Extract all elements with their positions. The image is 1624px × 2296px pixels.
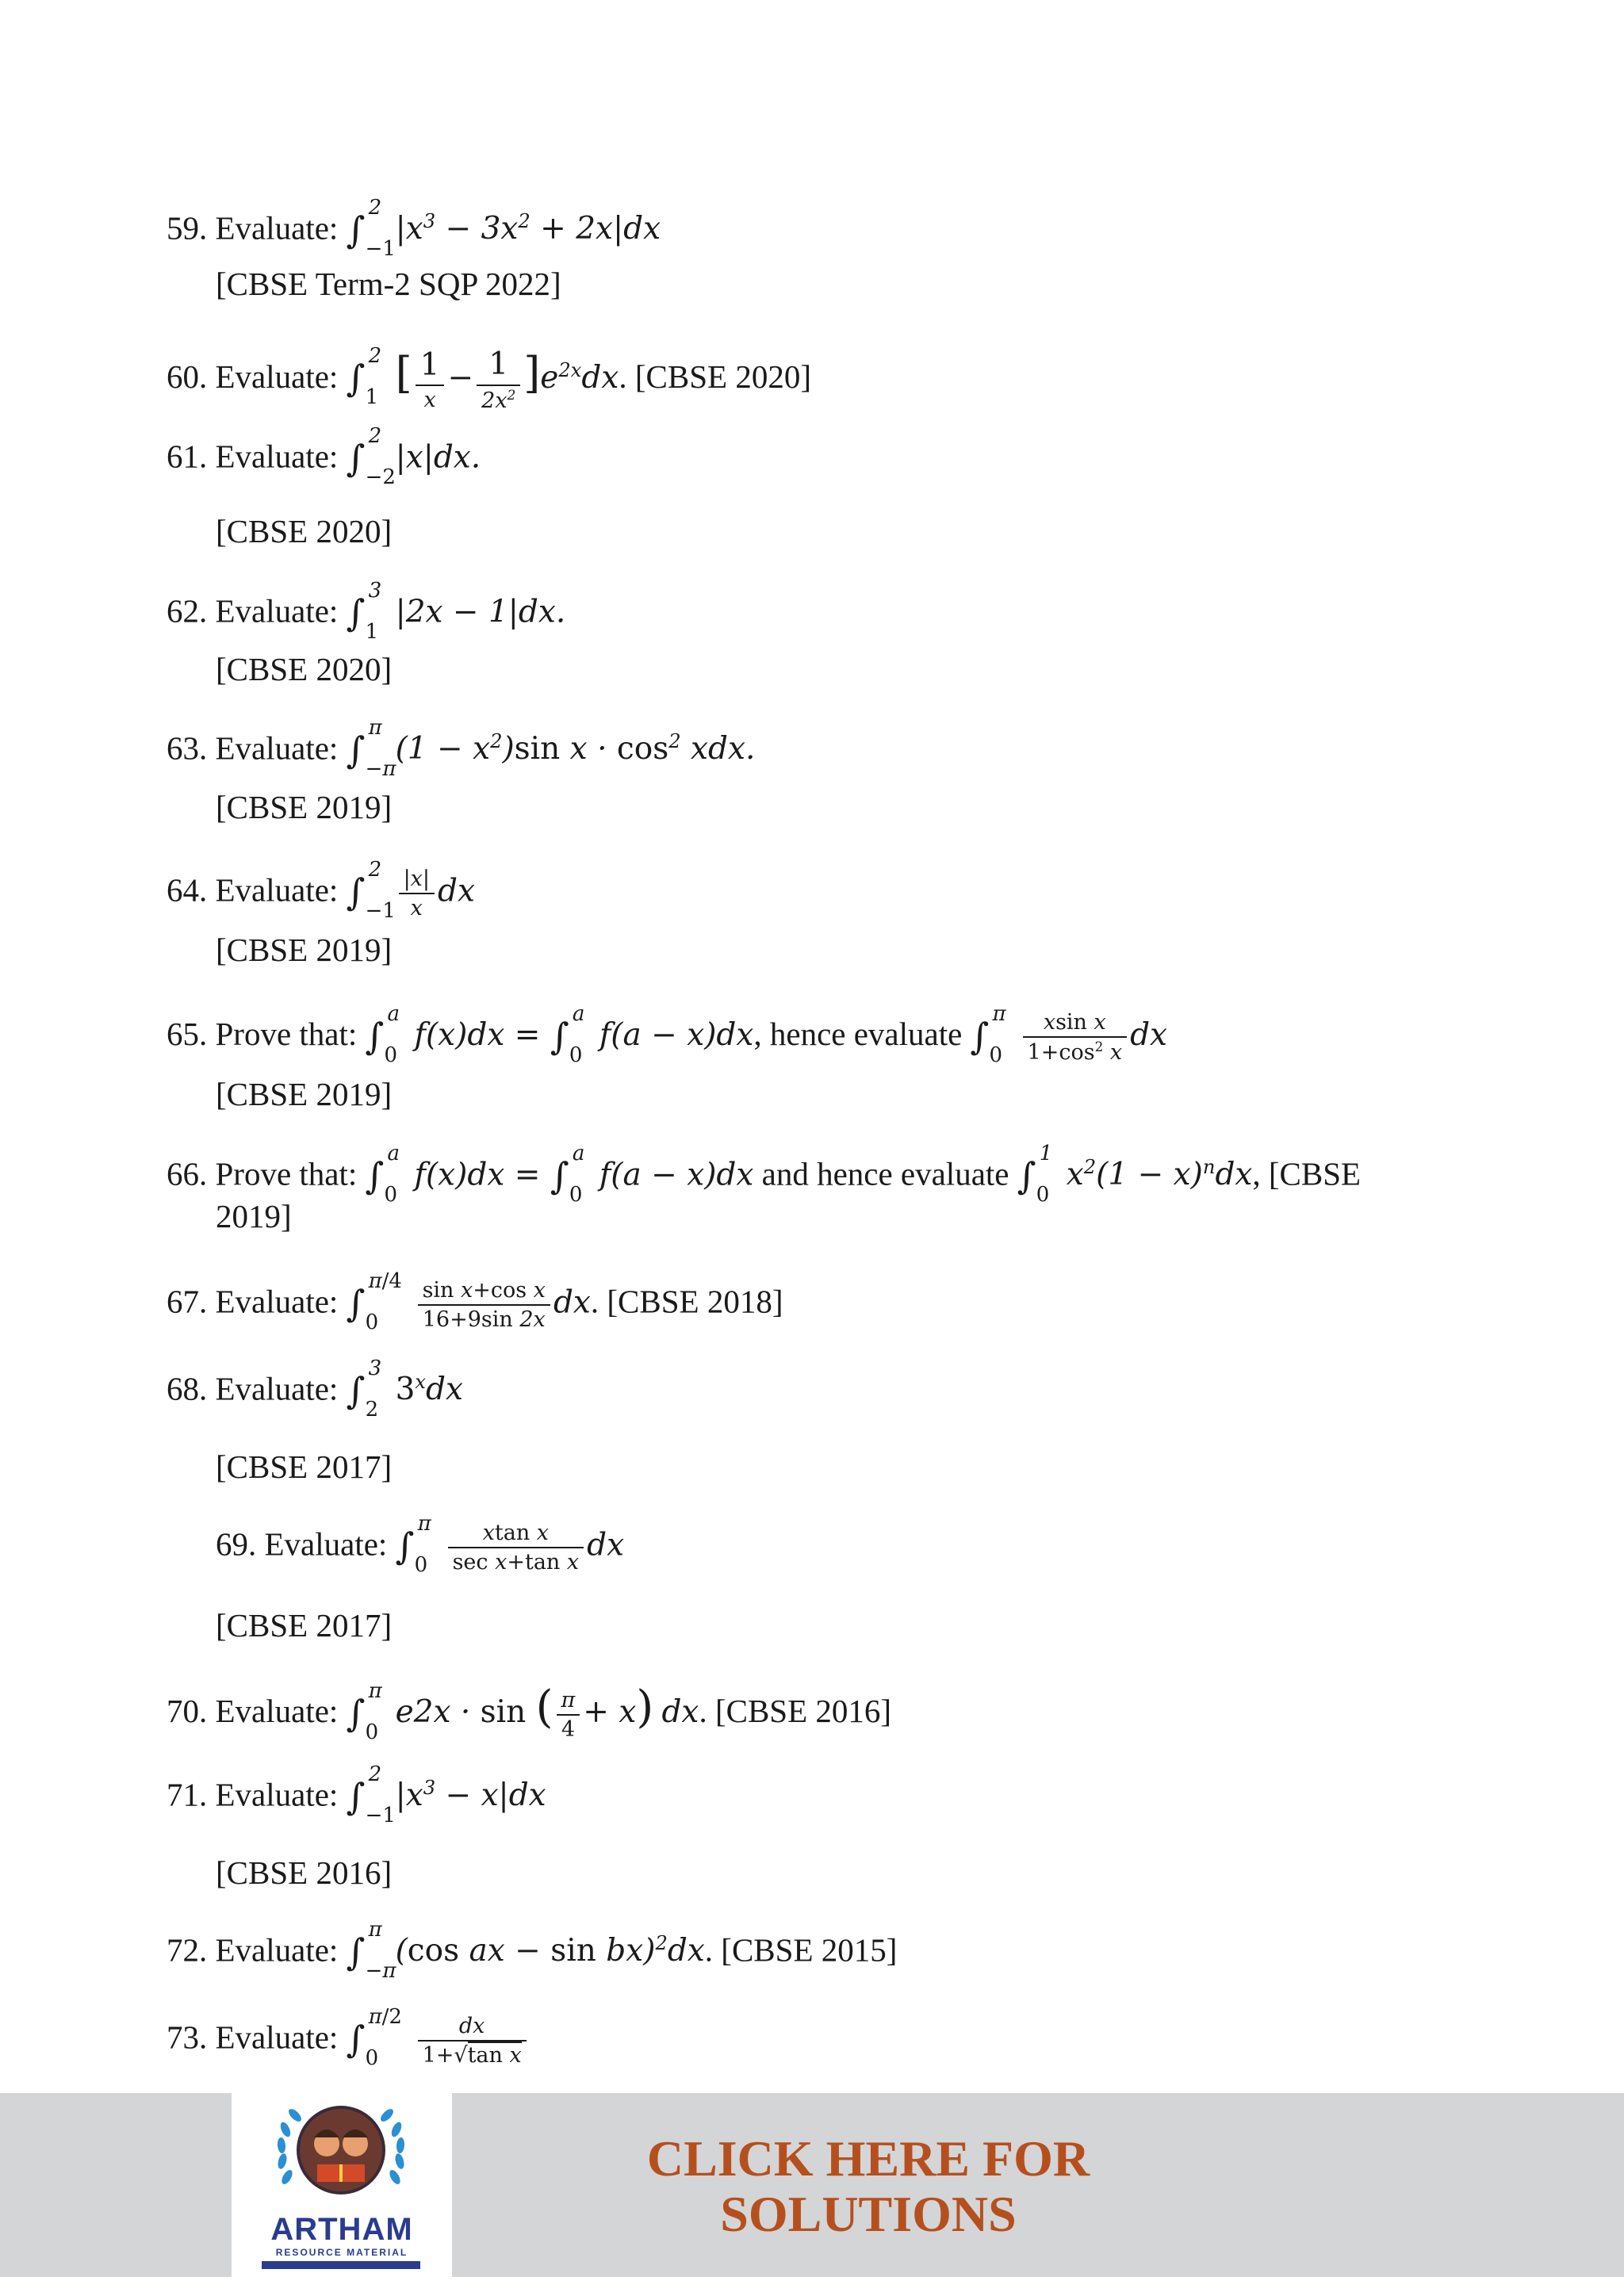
question-number: 68. Evaluate:: [167, 1370, 339, 1407]
cta-line-2: SOLUTIONS: [720, 2186, 1017, 2243]
integral-sign: ∫ a 0: [365, 1001, 400, 1067]
question-71-source: [CBSE 2016]: [216, 1854, 393, 1891]
question-59: 59. Evaluate: ∫ 2 −1 $|x^3 - 3x^2 + 2x|dx$: [167, 196, 661, 261]
question-67: 67. Evaluate: ∫ π/4 0 $\frac{\text{sin x+cos x}}{16+9\sin 2x}$ dx. [CBSE 2018]: [167, 1269, 783, 1335]
question-62-source: [CBSE 2020]: [216, 651, 393, 687]
question-72-source: . [CBSE 2015]: [704, 1931, 898, 1969]
integral-sign: ∫ 3 1: [346, 579, 382, 644]
cta-line-1: CLICK HERE FOR: [646, 2130, 1090, 2187]
integral-sign: ∫ π 0: [346, 1678, 382, 1744]
question-number: 65. Prove that:: [167, 1015, 358, 1052]
question-number: 60. Evaluate:: [167, 358, 339, 395]
question-number: 61. Evaluate:: [167, 438, 339, 475]
question-68-source: [CBSE 2017]: [216, 1448, 393, 1485]
integral-sign: ∫ π 0: [395, 1512, 431, 1578]
question-number: 72. Evaluate:: [167, 1931, 339, 1969]
integral-sign: ∫ π/4 0: [346, 1269, 402, 1335]
integral-sign: ∫ π −π: [346, 716, 396, 781]
integral-sign: ∫ 2 −1: [346, 858, 396, 924]
question-63: 63. Evaluate: ∫ π −π $(1 - x^2)\sin$ $x \cdot \cos^2$ xdx.: [167, 716, 756, 781]
logo-tagline-bar: [262, 2261, 420, 2269]
question-61: 61. Evaluate: ∫ 2 −2 |x|dx.: [167, 424, 481, 489]
question-65-text: , hence evaluate: [753, 1015, 963, 1052]
question-66: 66. Prove that: ∫ a 0 f(x)dx = ∫ a 0 f(a − x)dx and hence evaluate ∫ 1 0 $x^2(1 - x)^ndx$, [CBSE: [167, 1142, 1362, 1207]
question-number: 70. Evaluate:: [167, 1693, 339, 1729]
question-number: 66. Prove that:: [167, 1155, 358, 1192]
question-66-source: , [CBSE: [1252, 1155, 1362, 1192]
question-62: 62. Evaluate: ∫ 3 1 |2x − 1|dx.: [167, 579, 566, 644]
question-number: 64. Evaluate:: [167, 871, 339, 909]
laurel-logo-icon: [270, 2098, 412, 2217]
question-66-source-cont: 2019]: [216, 1198, 292, 1234]
question-65-source: [CBSE 2019]: [216, 1076, 393, 1112]
question-69-source: [CBSE 2017]: [216, 1607, 393, 1644]
question-59-source: [CBSE Term-2 SQP 2022]: [216, 266, 561, 302]
question-71: 71. Evaluate: ∫ 2 −1 $|x^3 - x|dx$: [167, 1762, 546, 1827]
integral-sign: ∫ 2 −1: [346, 196, 396, 261]
integral-sign: ∫ 2 1: [346, 344, 382, 410]
integral-sign: ∫ 1 0: [1017, 1142, 1053, 1207]
question-number: 69. Evaluate:: [216, 1525, 388, 1563]
question-64: 64. Evaluate: ∫ 2 −1 $\frac{|x|}{x}$ dx: [167, 858, 475, 924]
question-number: 63. Evaluate:: [167, 729, 339, 767]
question-number: 71. Evaluate:: [167, 1776, 339, 1813]
logo-name: ARTHAM: [270, 2212, 413, 2247]
integral-sign: ∫ π −π: [346, 1918, 396, 1983]
question-61-source: [CBSE 2020]: [216, 513, 393, 549]
solutions-link[interactable]: [555, 2131, 1182, 2243]
integral-sign: ∫ 2 −1: [346, 1762, 396, 1827]
question-69: 69. Evaluate: ∫ π 0 $\frac{\text{xtan x}}{\text{sec x+tan x}}$ dx: [216, 1512, 625, 1578]
question-70-source: . [CBSE 2016]: [699, 1693, 892, 1729]
question-70: 70. Evaluate: ∫ π 0 e2x · sin ( $\frac{\pi}{4}$ + x) dx. [CBSE 2016]: [167, 1678, 892, 1744]
integral-sign: ∫ a 0: [550, 1142, 585, 1207]
integral-sign: ∫ π 0: [970, 1001, 1006, 1067]
integral-sign: ∫ 2 −2: [346, 424, 396, 489]
integral-sign: ∫ π/2 0: [346, 2005, 402, 2071]
question-64-source: [CBSE 2019]: [216, 932, 393, 968]
question-66-text: and hence evaluate: [753, 1155, 1009, 1192]
question-68: 68. Evaluate: ∫ 3 2 3$^x$dx: [167, 1357, 463, 1422]
integral-sign: ∫ 3 2: [346, 1357, 382, 1422]
question-number: 67. Evaluate:: [167, 1283, 339, 1320]
integral-sign: ∫ a 0: [550, 1001, 585, 1067]
integral-sign: ∫ a 0: [365, 1142, 400, 1207]
question-60-source: . [CBSE 2020]: [619, 358, 811, 395]
question-65: 65. Prove that: ∫ a 0 f(x)dx = ∫ a 0 f(a − x)dx, hence evaluate ∫ π 0 $\frac{\text{xsin x}}{1+\cos^2 x}$ dx: [167, 1001, 1168, 1067]
question-73: 73. Evaluate: ∫ π/2 0 $\frac{dx}{\text{1+√tan x}}$: [167, 2014, 530, 2068]
question-60: 60. Evaluate: ∫ 2 1 [ $\frac{1}{x}$ − $\frac{1}{2x^2}$ ]$e^{2x}dx$. [CBSE 2020]: [167, 344, 811, 413]
logo-subtitle: RESOURCE MATERIAL: [275, 2247, 408, 2258]
question-63-source: [CBSE 2019]: [216, 789, 393, 825]
question-67-source: . [CBSE 2018]: [590, 1283, 783, 1320]
question-number: 62. Evaluate:: [167, 592, 339, 629]
question-72: 72. Evaluate: ∫ π −π (cos ax − sin bx)$^2$dx. [CBSE 2015]: [167, 1918, 898, 1983]
question-number: 59. Evaluate:: [167, 209, 339, 247]
question-number: 73. Evaluate:: [167, 2019, 339, 2056]
